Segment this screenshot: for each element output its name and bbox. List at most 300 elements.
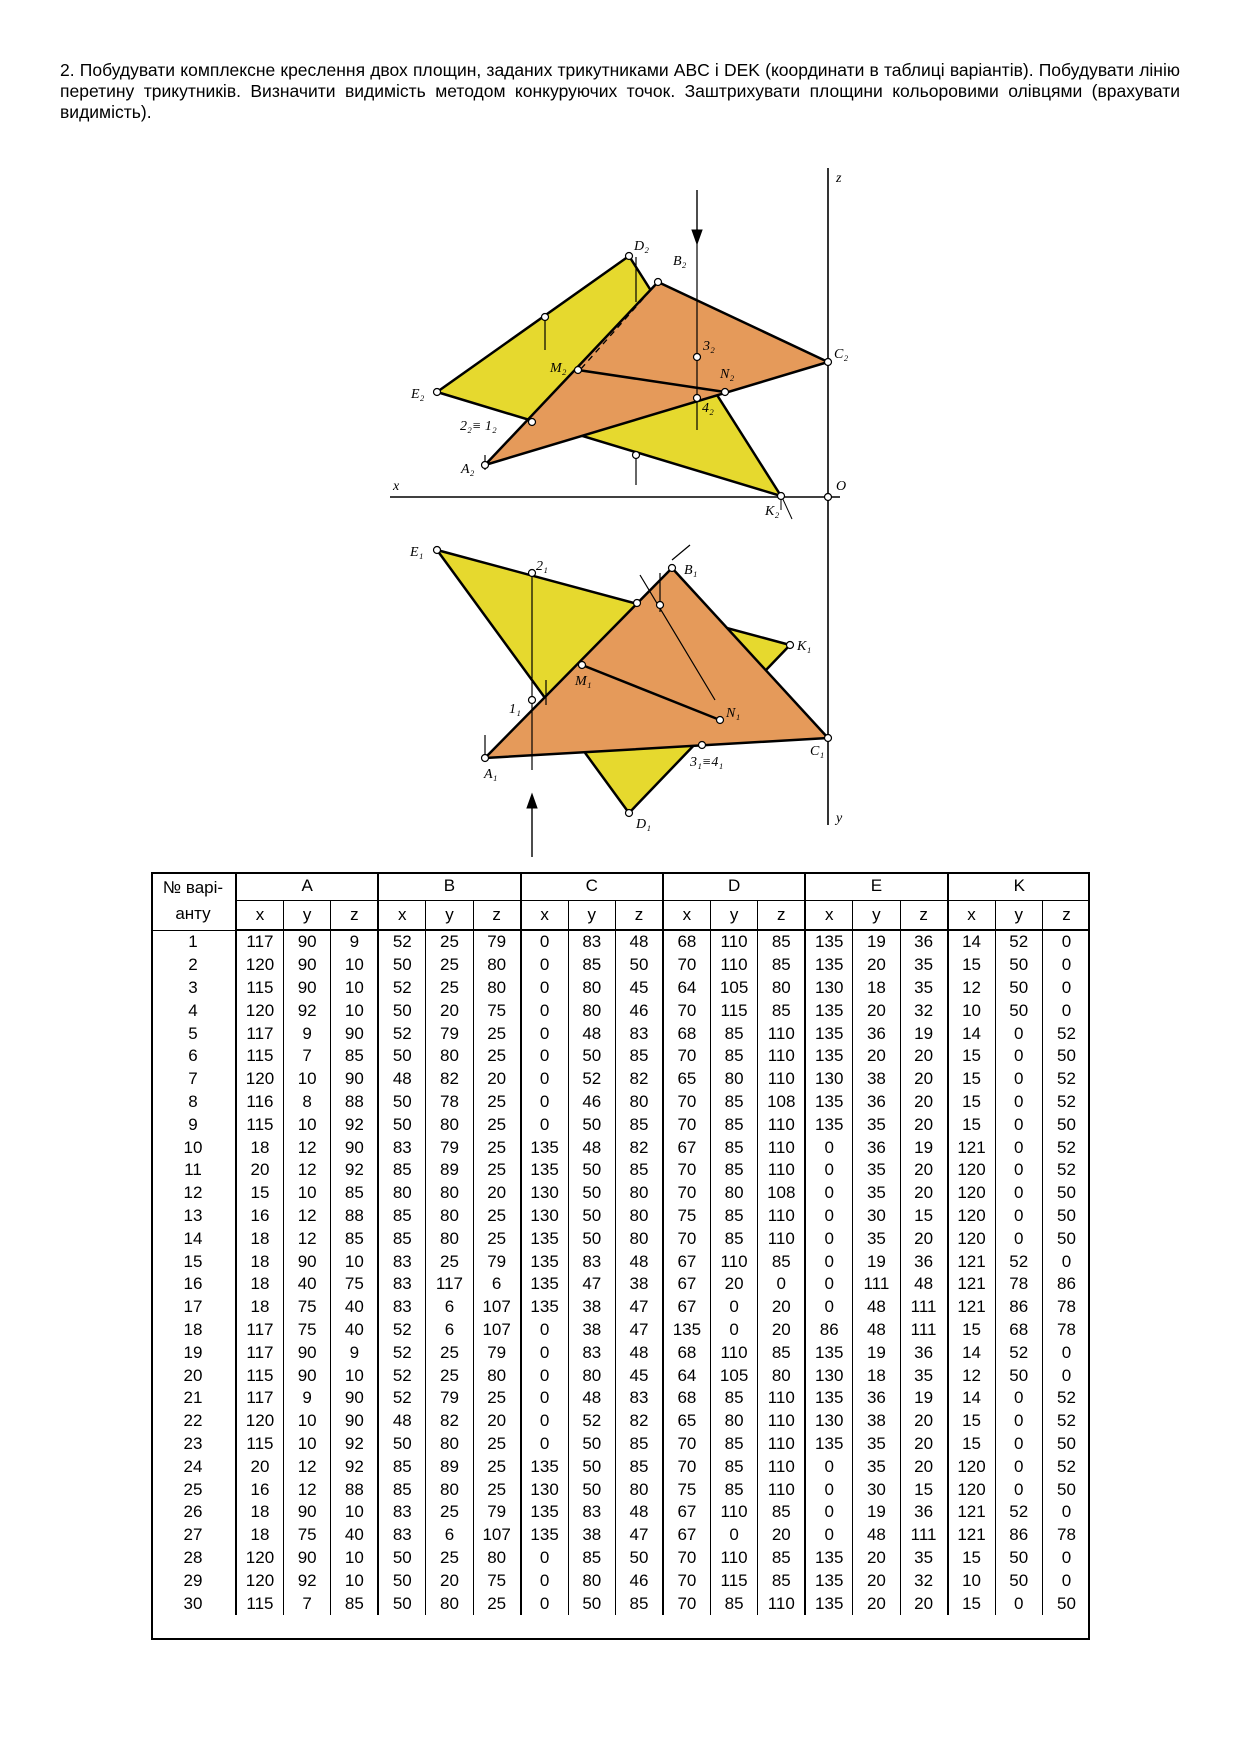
coordinate-cell: 0: [521, 1319, 568, 1342]
table-row: [151, 1205, 1090, 1228]
coordinate-cell: 36: [853, 1022, 900, 1045]
coordinate-cell: 70: [663, 1592, 710, 1615]
coordinate-cell: 135: [805, 1387, 852, 1410]
coordinate-cell: 50: [378, 1045, 425, 1068]
coordinate-cell: 45: [616, 1364, 663, 1387]
coordinate-cell: 52: [568, 1068, 615, 1091]
coordinate-cell: 35: [853, 1227, 900, 1250]
coordinate-cell: 14: [948, 930, 995, 954]
label-2-1-2: 2₂≡ 1₂: [460, 419, 497, 434]
coordinate-cell: 50: [616, 954, 663, 977]
coordinate-cell: 90: [331, 1022, 378, 1045]
coordinate-cell: 70: [663, 1159, 710, 1182]
coordinate-cell: 75: [663, 1478, 710, 1501]
coordinate-cell: 25: [426, 954, 473, 977]
label-x: x: [393, 479, 400, 494]
coordinate-cell: 0: [710, 1524, 757, 1547]
coordinate-cell: 80: [378, 1182, 425, 1205]
coordinate-cell: 48: [853, 1319, 900, 1342]
coordinate-cell: 38: [568, 1319, 615, 1342]
coordinate-cell: 8: [283, 1091, 330, 1114]
table-row: [151, 1296, 1090, 1319]
coordinate-cell: 20: [853, 1547, 900, 1570]
coordinate-cell: 110: [758, 1387, 805, 1410]
coordinate-cell: 47: [568, 1273, 615, 1296]
coordinate-cell: 15: [948, 1410, 995, 1433]
coordinate-cell: 50: [378, 1592, 425, 1615]
coordinate-cell: 20: [900, 1113, 947, 1136]
coordinate-cell: 50: [995, 1547, 1042, 1570]
coordinate-cell: 0: [805, 1524, 852, 1547]
axis-header: z: [473, 901, 520, 931]
coordinate-cell: 20: [250, 1456, 270, 1476]
coordinate-cell: 15: [948, 954, 995, 977]
coordinate-cell: 50: [568, 1227, 615, 1250]
coordinate-cell: 0: [710, 1319, 757, 1342]
coordinate-cell: 78: [1042, 1524, 1090, 1547]
coordinate-cell: 47: [616, 1524, 663, 1547]
coordinate-cell: 12: [283, 1159, 330, 1182]
coordinate-cell: 0: [805, 1227, 852, 1250]
coordinate-cell: 48: [616, 1341, 663, 1364]
coordinate-cell: 20: [250, 1160, 270, 1180]
coordinate-cell: 46: [616, 999, 663, 1022]
coordinate-cell: 20: [900, 1091, 947, 1114]
coordinate-cell: 20: [758, 1319, 805, 1342]
coordinate-cell: 35: [853, 1455, 900, 1478]
variant-number-cell: 4: [151, 999, 236, 1022]
coordinate-cell: 83: [568, 1250, 615, 1273]
coordinate-cell: 70: [663, 1569, 710, 1592]
coordinate-cell: 83: [616, 1387, 663, 1410]
coordinate-cell: 79: [473, 1250, 520, 1273]
coordinate-cell: 52: [1042, 1136, 1090, 1159]
coordinate-cell: 15: [948, 1091, 995, 1114]
coordinate-cell: 14: [948, 1022, 995, 1045]
coordinate-cell: 50: [1042, 1045, 1090, 1068]
coordinate-cell: 0: [521, 1410, 568, 1433]
label-n2: N₂: [720, 367, 735, 382]
coordinate-cell: 50: [378, 1569, 425, 1592]
variant-number-cell: 25: [151, 1478, 236, 1501]
coordinate-cell: 80: [426, 1182, 473, 1205]
coordinate-cell: 10: [948, 999, 995, 1022]
coordinate-cell: 30: [853, 1205, 900, 1228]
coordinate-cell: 85: [758, 1547, 805, 1570]
axis-header: z: [900, 901, 947, 931]
coordinate-cell: 85: [378, 1455, 425, 1478]
table-row: [151, 1501, 1090, 1524]
coordinate-cell: 115: [246, 1365, 274, 1385]
coordinate-cell: 45: [616, 977, 663, 1000]
coordinate-cell: 85: [378, 1159, 425, 1182]
coordinate-cell: 110: [710, 1501, 757, 1524]
variant-number-cell: 14: [151, 1227, 236, 1250]
coordinate-cell: 18: [250, 1251, 270, 1271]
arrow-head-bottom: [527, 794, 537, 808]
coordinate-cell: 92: [283, 999, 330, 1022]
coordinate-cell: 50: [378, 1091, 425, 1114]
coordinate-cell: 70: [663, 1045, 710, 1068]
coordinate-cell: 0: [995, 1136, 1042, 1159]
coordinate-cell: 120: [245, 1000, 275, 1020]
coordinate-cell: 121: [948, 1136, 995, 1159]
horizontal-projection: [434, 545, 832, 857]
coordinate-cell: 79: [473, 1501, 520, 1524]
coordinate-cell: 15: [900, 1205, 947, 1228]
coordinate-cell: 105: [710, 977, 757, 1000]
coordinate-cell: 115: [246, 1114, 274, 1134]
table-row: [151, 1410, 1090, 1433]
table-row: [151, 1547, 1090, 1570]
coordinate-cell: 115: [246, 1046, 274, 1066]
coordinate-cell: 115: [710, 1569, 757, 1592]
table-row: [151, 1068, 1090, 1091]
coordinate-cell: 90: [283, 1341, 330, 1364]
coordinate-cell: 92: [331, 1159, 378, 1182]
coordinate-cell: 0: [1042, 1501, 1090, 1524]
variant-number-cell: 18: [151, 1319, 236, 1342]
coordinate-cell: 135: [521, 1136, 568, 1159]
axis-header: x: [948, 901, 995, 931]
coordinate-cell: 25: [426, 930, 473, 954]
coordinate-cell: 82: [426, 1068, 473, 1091]
label-3-2: 3₂: [703, 339, 715, 354]
coordinate-cell: 20: [900, 1410, 947, 1433]
coordinate-cell: 35: [900, 954, 947, 977]
coordinate-cell: 65: [663, 1068, 710, 1091]
coordinate-cell: 52: [378, 1341, 425, 1364]
coordinate-cell: 120: [245, 1570, 275, 1590]
coordinate-cell: 85: [758, 999, 805, 1022]
coordinate-cell: 85: [710, 1592, 757, 1615]
coordinate-cell: 75: [283, 1319, 330, 1342]
table-row: [151, 1319, 1090, 1342]
coordinate-cell: 83: [568, 1501, 615, 1524]
table-row: [151, 1250, 1090, 1273]
coordinate-cell: 35: [900, 1547, 947, 1570]
coordinate-cell: 130: [521, 1182, 568, 1205]
coordinate-cell: 10: [331, 1547, 378, 1570]
coordinate-cell: 18: [250, 1274, 270, 1294]
coordinate-cell: 117: [246, 1023, 274, 1043]
variant-number-cell: 2: [151, 954, 236, 977]
coordinate-cell: 50: [995, 1569, 1042, 1592]
coordinate-cell: 79: [426, 1022, 473, 1045]
coordinate-cell: 35: [853, 1113, 900, 1136]
coordinate-cell: 85: [331, 1592, 378, 1615]
coordinate-cell: 19: [853, 1341, 900, 1364]
coordinate-cell: 6: [426, 1296, 473, 1319]
coordinate-cell: 85: [758, 1341, 805, 1364]
coordinate-cell: 80: [616, 1478, 663, 1501]
coordinate-cell: 20: [758, 1296, 805, 1319]
coordinate-cell: 110: [710, 954, 757, 977]
coordinate-cell: 110: [758, 1136, 805, 1159]
coordinate-cell: 80: [426, 1205, 473, 1228]
coordinate-cell: 80: [568, 999, 615, 1022]
label-n1: N₁: [726, 706, 741, 721]
coordinate-cell: 68: [995, 1319, 1042, 1342]
variant-number-cell: 13: [151, 1205, 236, 1228]
coordinate-cell: 86: [805, 1319, 852, 1342]
coordinate-cell: 121: [948, 1524, 995, 1547]
coordinate-cell: 90: [283, 954, 330, 977]
coordinate-cell: 0: [805, 1273, 852, 1296]
axis-header: y: [995, 901, 1042, 931]
coordinate-cell: 108: [758, 1091, 805, 1114]
coordinate-cell: 35: [853, 1433, 900, 1456]
coordinate-cell: 82: [616, 1068, 663, 1091]
coordinate-cell: 120: [245, 1547, 275, 1567]
coordinate-cell: 121: [948, 1296, 995, 1319]
coordinate-cell: 15: [948, 1319, 995, 1342]
coordinate-cell: 15: [250, 1183, 270, 1203]
variant-number-cell: 22: [151, 1410, 236, 1433]
coordinate-cell: 0: [995, 1022, 1042, 1045]
coordinate-cell: 10: [283, 1433, 330, 1456]
coordinate-cell: 135: [805, 1045, 852, 1068]
coordinate-cell: 0: [521, 954, 568, 977]
coordinate-cell: 135: [805, 1592, 852, 1615]
label-k1: K₁: [797, 639, 812, 654]
coordinate-cell: 85: [710, 1478, 757, 1501]
coordinate-cell: 52: [995, 1341, 1042, 1364]
coordinate-cell: 15: [948, 1068, 995, 1091]
coordinate-cell: 36: [900, 1501, 947, 1524]
coordinate-cell: 6: [473, 1273, 520, 1296]
coordinate-cell: 10: [948, 1569, 995, 1592]
coordinate-cell: 25: [473, 1113, 520, 1136]
coordinate-cell: 9: [283, 1022, 330, 1045]
coordinate-cell: 110: [758, 1205, 805, 1228]
label-b2: B₂: [673, 254, 687, 269]
coordinate-cell: 25: [426, 1547, 473, 1570]
coordinate-cell: 135: [805, 954, 852, 977]
label-m1: M₁: [575, 674, 592, 689]
coordinate-cell: 10: [283, 1113, 330, 1136]
coordinate-cell: 135: [521, 1250, 568, 1273]
coordinate-cell: 117: [246, 1388, 274, 1408]
coordinate-cell: 110: [758, 1045, 805, 1068]
coordinate-cell: 6: [426, 1319, 473, 1342]
coordinate-cell: 10: [331, 1364, 378, 1387]
coordinate-cell: 79: [473, 1341, 520, 1364]
coordinate-cell: 35: [853, 1182, 900, 1205]
coordinate-cell: 10: [331, 954, 378, 977]
table-row: [151, 1182, 1090, 1205]
coordinate-cell: 110: [710, 1341, 757, 1364]
coordinate-cell: 90: [283, 930, 330, 954]
group-header-c: C: [521, 872, 663, 901]
coordinate-cell: 52: [1042, 1159, 1090, 1182]
group-header-k: K: [948, 872, 1090, 901]
coordinate-cell: 89: [426, 1159, 473, 1182]
coordinate-cell: 110: [758, 1592, 805, 1615]
coordinate-cell: 25: [473, 1478, 520, 1501]
coordinate-cell: 52: [568, 1410, 615, 1433]
coordinate-cell: 110: [758, 1113, 805, 1136]
coordinate-cell: 20: [853, 999, 900, 1022]
coordinate-cell: 46: [616, 1569, 663, 1592]
coordinate-cell: 0: [521, 930, 568, 954]
coordinate-cell: 48: [853, 1524, 900, 1547]
coordinate-cell: 111: [900, 1296, 947, 1319]
coordinate-cell: 0: [1042, 954, 1090, 977]
coordinate-cell: 36: [853, 1091, 900, 1114]
coordinate-cell: 92: [331, 1113, 378, 1136]
axis-header: x: [663, 901, 710, 931]
coordinate-cell: 19: [853, 1250, 900, 1273]
coordinate-cell: 0: [521, 1091, 568, 1114]
table-row: [151, 1113, 1090, 1136]
label-a1: A₁: [484, 767, 498, 782]
label-o: O: [836, 479, 847, 494]
table-row: [151, 1455, 1090, 1478]
coordinate-cell: 83: [378, 1296, 425, 1319]
coordinate-cell: 52: [1042, 1455, 1090, 1478]
coordinate-cell: 20: [900, 1592, 947, 1615]
coordinate-cell: 52: [995, 930, 1042, 954]
label-k2: K₂: [765, 504, 780, 519]
coordinate-cell: 50: [1042, 1592, 1090, 1615]
coordinate-cell: 75: [473, 999, 520, 1022]
coordinate-cell: 25: [426, 977, 473, 1000]
table-row: [151, 1159, 1090, 1182]
coordinate-cell: 78: [426, 1091, 473, 1114]
coordinate-cell: 115: [246, 977, 274, 997]
coordinate-cell: 12: [283, 1136, 330, 1159]
axis-header: x: [378, 901, 425, 931]
coordinate-cell: 83: [378, 1136, 425, 1159]
axis-header: z: [331, 901, 378, 931]
coordinate-cell: 64: [663, 977, 710, 1000]
coordinate-cell: 0: [521, 1387, 568, 1410]
coordinate-cell: 85: [331, 1045, 378, 1068]
coordinate-cell: 20: [473, 1182, 520, 1205]
coordinate-cell: 50: [568, 1045, 615, 1068]
coordinate-cell: 111: [900, 1319, 947, 1342]
coordinate-cell: 0: [1042, 1250, 1090, 1273]
coordinate-cell: 52: [995, 1250, 1042, 1273]
label-y: y: [836, 811, 843, 826]
coordinate-cell: 110: [710, 1547, 757, 1570]
coordinate-cell: 36: [900, 1250, 947, 1273]
coordinate-cell: 85: [710, 1159, 757, 1182]
coordinate-cell: 0: [995, 1068, 1042, 1091]
table-row: [151, 1364, 1090, 1387]
coordinate-cell: 110: [758, 1159, 805, 1182]
coordinate-cell: 80: [426, 1433, 473, 1456]
coordinate-cell: 85: [710, 1433, 757, 1456]
coordinate-cell: 50: [378, 999, 425, 1022]
table-row: [151, 1045, 1090, 1068]
epure-drawing: [380, 160, 860, 860]
coordinate-cell: 48: [378, 1068, 425, 1091]
coordinate-cell: 40: [283, 1273, 330, 1296]
coordinate-cell: 79: [426, 1136, 473, 1159]
coordinate-cell: 52: [378, 930, 425, 954]
coordinate-cell: 117: [246, 932, 274, 952]
coordinate-cell: 0: [1042, 930, 1090, 954]
axis-header: x: [236, 901, 283, 931]
coordinate-cell: 110: [758, 1478, 805, 1501]
coordinate-cell: 80: [473, 1364, 520, 1387]
coordinate-cell: 38: [853, 1410, 900, 1433]
coordinate-cell: 80: [568, 1569, 615, 1592]
coordinate-cell: 85: [710, 1045, 757, 1068]
coordinate-cell: 82: [616, 1136, 663, 1159]
coordinate-cell: 130: [521, 1205, 568, 1228]
coordinate-cell: 0: [521, 1364, 568, 1387]
coordinate-cell: 0: [995, 1091, 1042, 1114]
coordinate-cell: 12: [283, 1455, 330, 1478]
coordinate-cell: 135: [805, 1569, 852, 1592]
coordinate-cell: 120: [245, 1069, 275, 1089]
axis-header: y: [426, 901, 473, 931]
coordinate-cell: 40: [331, 1319, 378, 1342]
coordinate-cell: 50: [568, 1455, 615, 1478]
coordinate-cell: 48: [378, 1410, 425, 1433]
coordinate-cell: 10: [331, 1250, 378, 1273]
group-header-a: A: [236, 872, 378, 901]
coordinate-cell: 25: [473, 1205, 520, 1228]
label-c1: C₁: [810, 744, 825, 759]
coordinate-cell: 0: [995, 1592, 1042, 1615]
coordinate-cell: 75: [473, 1569, 520, 1592]
coordinate-cell: 70: [663, 1547, 710, 1570]
coordinate-cell: 135: [521, 1159, 568, 1182]
coordinate-cell: 92: [331, 1433, 378, 1456]
coordinate-cell: 52: [1042, 1022, 1090, 1045]
coordinate-cell: 117: [246, 1342, 274, 1362]
coordinate-cell: 83: [378, 1273, 425, 1296]
coordinate-cell: 0: [1042, 1364, 1090, 1387]
coordinate-cell: 7: [283, 1592, 330, 1615]
coordinate-cell: 0: [1042, 999, 1090, 1022]
coordinate-cell: 20: [473, 1068, 520, 1091]
coordinate-cell: 135: [805, 1341, 852, 1364]
coordinate-cell: 47: [616, 1296, 663, 1319]
variants-body: [151, 930, 1090, 1615]
coordinate-cell: 25: [473, 1227, 520, 1250]
coordinate-cell: 70: [663, 1113, 710, 1136]
coordinate-cell: 130: [805, 1364, 852, 1387]
variant-header-line1: № варі-: [162, 877, 224, 897]
coordinate-cell: 135: [521, 1273, 568, 1296]
coordinate-cell: 19: [853, 930, 900, 954]
coordinate-cell: 135: [663, 1319, 710, 1342]
coordinate-cell: 68: [663, 1341, 710, 1364]
coordinate-cell: 121: [948, 1501, 995, 1524]
coordinate-cell: 85: [616, 1433, 663, 1456]
coordinate-cell: 48: [568, 1022, 615, 1045]
coordinate-cell: 9: [331, 930, 378, 954]
coordinate-cell: 38: [568, 1296, 615, 1319]
coordinate-cell: 80: [616, 1205, 663, 1228]
coordinate-cell: 0: [805, 1501, 852, 1524]
coordinate-cell: 18: [250, 1525, 270, 1545]
coordinate-cell: 0: [521, 1068, 568, 1091]
coordinate-cell: 46: [568, 1091, 615, 1114]
coordinate-cell: 70: [663, 1091, 710, 1114]
table-row: [151, 1387, 1090, 1410]
coordinate-cell: 90: [283, 1501, 330, 1524]
coordinate-cell: 50: [1042, 1433, 1090, 1456]
label-c2: C₂: [834, 347, 849, 362]
coordinate-cell: 0: [995, 1455, 1042, 1478]
coordinate-cell: 10: [283, 1410, 330, 1433]
